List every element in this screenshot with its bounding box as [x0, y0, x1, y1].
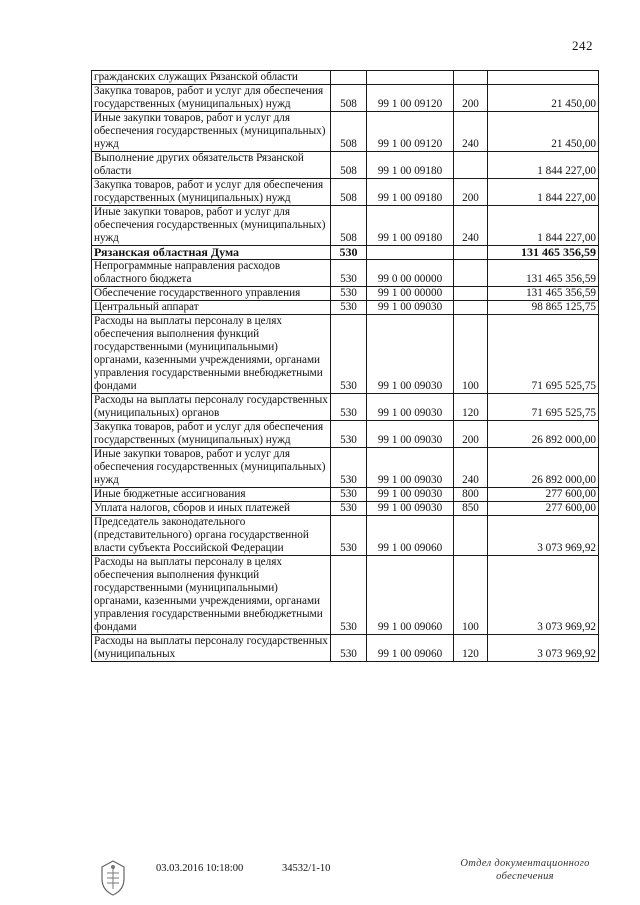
row-department-code: 530 [331, 394, 367, 421]
row-department-code: 530 [331, 556, 367, 635]
row-sum: 1 844 227,00 [488, 152, 599, 179]
budget-table [91, 70, 599, 662]
row-name: Закупка товаров, работ и услуг для обеспечения государственных (муниципальных) нужд [92, 85, 331, 112]
department-line-2: обеспечения [496, 871, 554, 882]
row-article-code: 99 1 00 09030 [367, 301, 454, 315]
row-expense-type: 200 [454, 85, 488, 112]
row-sum: 131 465 356,59 [488, 287, 599, 301]
row-name: Закупка товаров, работ и услуг для обеспечения государственных (муниципальных) нужд [92, 179, 331, 206]
row-sum: 3 073 969,92 [488, 635, 599, 662]
row-name: Выполнение других обязательств Рязанской области [92, 152, 331, 179]
row-sum: 131 465 356,59 [488, 246, 599, 260]
row-expense-type [454, 260, 488, 287]
row-article-code: 99 1 00 09030 [367, 315, 454, 394]
footer-date: 03.03.2016 10:18:00 [156, 863, 244, 874]
row-sum: 21 450,00 [488, 112, 599, 152]
row-department-code: 508 [331, 152, 367, 179]
table-row [92, 206, 599, 246]
row-article-code: 99 1 00 00000 [367, 287, 454, 301]
row-name: Председатель законодательного (представительного) органа государственной власти субъекта Российской Федерации [92, 516, 331, 556]
table-row [92, 287, 599, 301]
row-name: Расходы на выплаты персоналу государственных (муниципальных [92, 635, 331, 662]
row-sum: 3 073 969,92 [488, 516, 599, 556]
row-expense-type [454, 71, 488, 85]
table-row [92, 394, 599, 421]
row-article-code: 99 1 00 09030 [367, 502, 454, 516]
row-department-code: 508 [331, 179, 367, 206]
table-row [92, 152, 599, 179]
row-name: Закупка товаров, работ и услуг для обеспечения государственных (муниципальных) нужд [92, 421, 331, 448]
row-sum: 131 465 356,59 [488, 260, 599, 287]
table-row [92, 246, 599, 260]
row-expense-type [454, 246, 488, 260]
table-row [92, 421, 599, 448]
row-expense-type: 100 [454, 556, 488, 635]
row-expense-type: 200 [454, 421, 488, 448]
row-article-code: 99 1 00 09060 [367, 556, 454, 635]
table-row [92, 635, 599, 662]
row-sum: 277 600,00 [488, 488, 599, 502]
row-sum: 98 865 125,75 [488, 301, 599, 315]
table-row [92, 502, 599, 516]
table-row [92, 85, 599, 112]
row-sum: 1 844 227,00 [488, 179, 599, 206]
row-sum: 71 695 525,75 [488, 394, 599, 421]
row-sum: 26 892 000,00 [488, 421, 599, 448]
table-row [92, 448, 599, 488]
row-article-code [367, 71, 454, 85]
row-name: Уплата налогов, сборов и иных платежей [92, 502, 331, 516]
row-article-code [367, 246, 454, 260]
department-line-1: Отдел документационного [460, 858, 590, 869]
coat-of-arms-icon [96, 859, 130, 897]
department-stamp [440, 857, 610, 883]
row-article-code: 99 1 00 09060 [367, 635, 454, 662]
row-article-code: 99 1 00 09120 [367, 85, 454, 112]
row-sum [488, 71, 599, 85]
row-expense-type: 240 [454, 448, 488, 488]
row-name: Иные закупки товаров, работ и услуг для обеспечения государственных (муниципальных) нужд [92, 206, 331, 246]
row-article-code: 99 1 00 09030 [367, 488, 454, 502]
row-expense-type: 120 [454, 635, 488, 662]
row-name: Иные закупки товаров, работ и услуг для обеспечения государственных (муниципальных) нужд [92, 448, 331, 488]
row-department-code [331, 71, 367, 85]
table-row [92, 301, 599, 315]
footer-doc-number: 34532/1-10 [282, 863, 331, 874]
row-department-code: 530 [331, 635, 367, 662]
row-department-code: 530 [331, 315, 367, 394]
footer [0, 855, 640, 905]
row-article-code: 99 1 00 09180 [367, 206, 454, 246]
row-sum: 277 600,00 [488, 502, 599, 516]
row-expense-type [454, 152, 488, 179]
table-row [92, 488, 599, 502]
row-name: Расходы на выплаты персоналу в целях обеспечения выполнения функций государственными (муниципальными) органами, казенными учреждениями, органами управления государственными внебюджетными фондами [92, 315, 331, 394]
row-article-code: 99 1 00 09180 [367, 152, 454, 179]
row-department-code: 530 [331, 301, 367, 315]
row-sum: 1 844 227,00 [488, 206, 599, 246]
page-number: 242 [572, 38, 593, 53]
table-row [92, 556, 599, 635]
row-department-code: 530 [331, 516, 367, 556]
row-expense-type [454, 301, 488, 315]
row-expense-type [454, 516, 488, 556]
row-name: Иные закупки товаров, работ и услуг для обеспечения государственных (муниципальных) нужд [92, 112, 331, 152]
row-name: Иные бюджетные ассигнования [92, 488, 331, 502]
row-department-code: 508 [331, 206, 367, 246]
row-department-code: 508 [331, 112, 367, 152]
table-row [92, 112, 599, 152]
row-name: Центральный аппарат [92, 301, 331, 315]
row-article-code: 99 0 00 00000 [367, 260, 454, 287]
row-article-code: 99 1 00 09120 [367, 112, 454, 152]
row-department-code: 530 [331, 502, 367, 516]
row-name: Обеспечение государственного управления [92, 287, 331, 301]
row-article-code: 99 1 00 09030 [367, 394, 454, 421]
row-name: гражданских служащих Рязанской области [92, 71, 331, 85]
row-expense-type: 100 [454, 315, 488, 394]
row-article-code: 99 1 00 09060 [367, 516, 454, 556]
table-row [92, 516, 599, 556]
row-article-code: 99 1 00 09180 [367, 179, 454, 206]
row-expense-type: 200 [454, 179, 488, 206]
row-expense-type: 800 [454, 488, 488, 502]
row-name: Непрограммные направления расходов областного бюджета [92, 260, 331, 287]
row-department-code: 508 [331, 85, 367, 112]
row-name: Расходы на выплаты персоналу в целях обеспечения выполнения функций государственными (муниципальными) органами, казенными учреждениями, органами управления государственными внебюджетными фондами [92, 556, 331, 635]
row-expense-type: 120 [454, 394, 488, 421]
row-department-code: 530 [331, 246, 367, 260]
row-expense-type: 240 [454, 112, 488, 152]
row-sum: 21 450,00 [488, 85, 599, 112]
row-department-code: 530 [331, 287, 367, 301]
row-sum: 71 695 525,75 [488, 315, 599, 394]
row-article-code: 99 1 00 09030 [367, 421, 454, 448]
row-article-code: 99 1 00 09030 [367, 448, 454, 488]
row-department-code: 530 [331, 260, 367, 287]
table-row [92, 315, 599, 394]
table-row [92, 71, 599, 85]
row-expense-type [454, 287, 488, 301]
row-sum: 3 073 969,92 [488, 556, 599, 635]
row-sum: 26 892 000,00 [488, 448, 599, 488]
row-expense-type: 240 [454, 206, 488, 246]
table-row [92, 260, 599, 287]
row-name: Расходы на выплаты персоналу государственных (муниципальных) органов [92, 394, 331, 421]
row-department-code: 530 [331, 448, 367, 488]
row-department-code: 530 [331, 488, 367, 502]
row-name: Рязанская областная Дума [92, 246, 331, 260]
row-department-code: 530 [331, 421, 367, 448]
table-row [92, 179, 599, 206]
row-expense-type: 850 [454, 502, 488, 516]
